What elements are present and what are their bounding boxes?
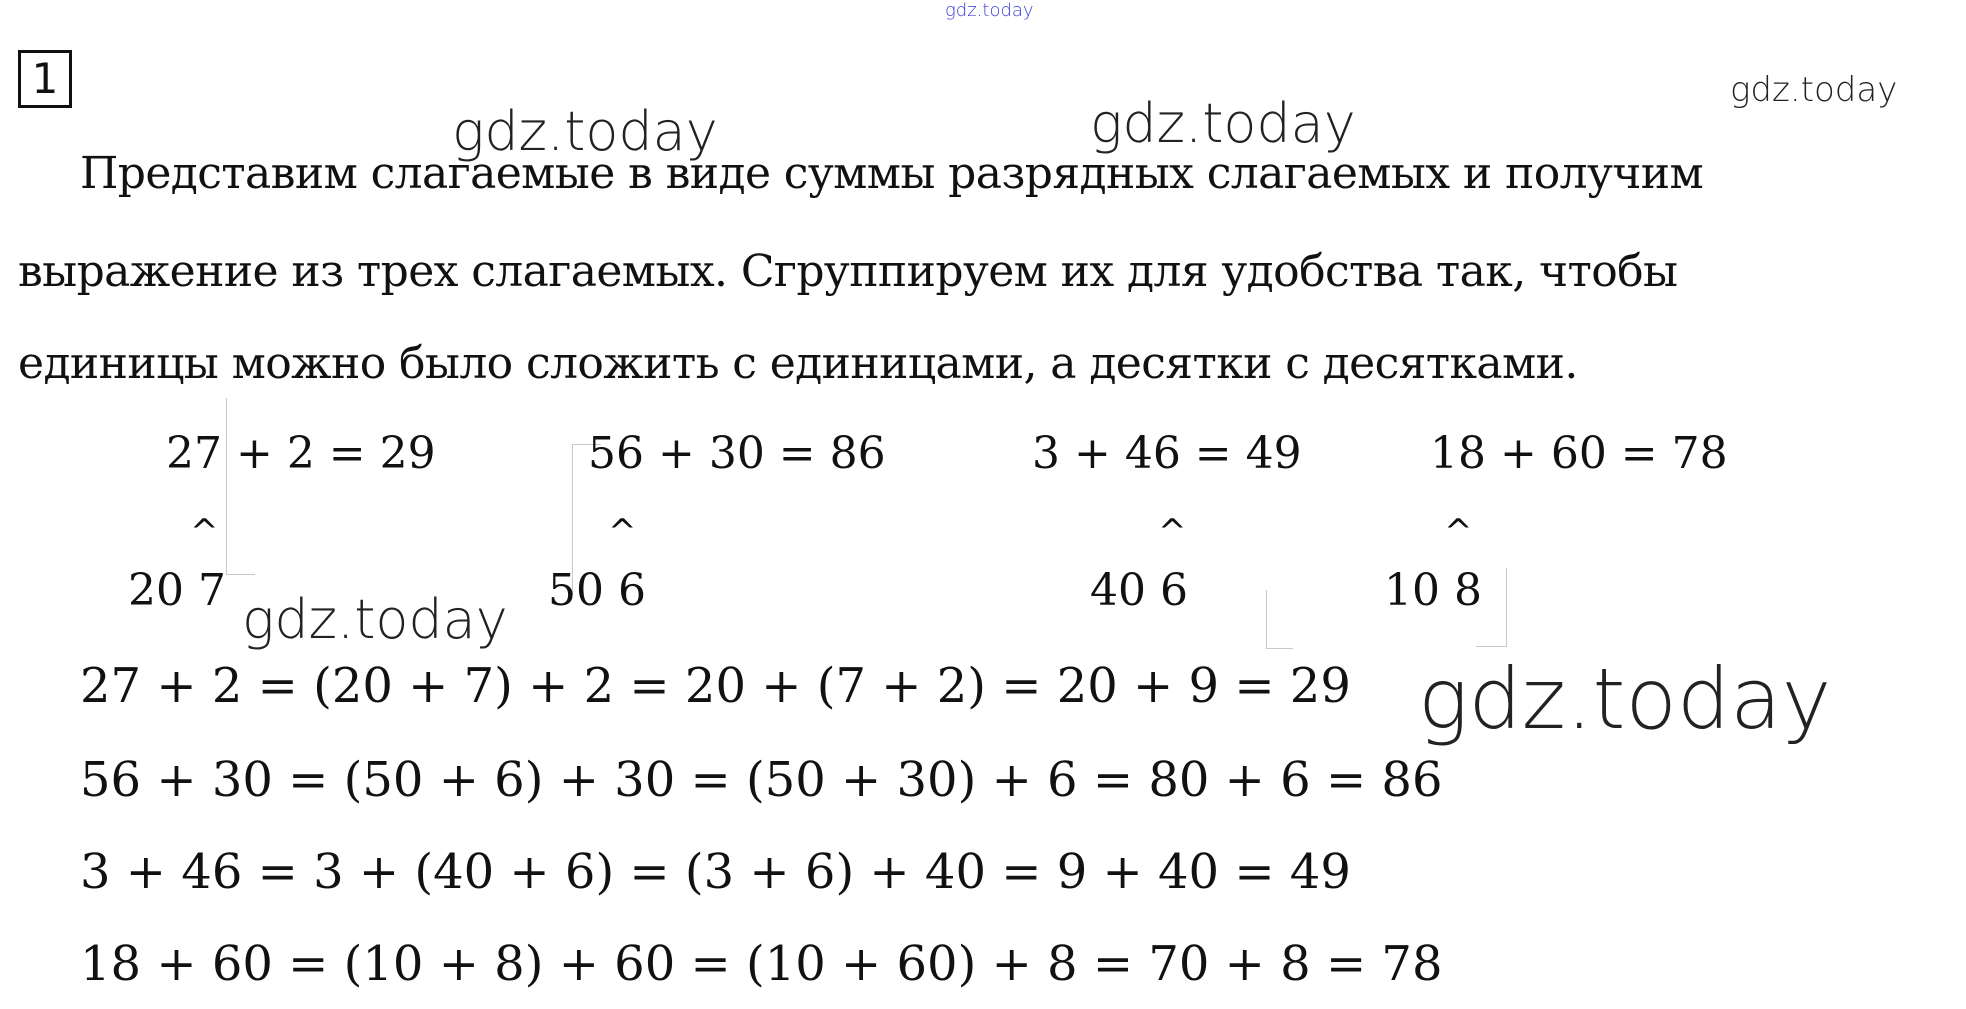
paragraph-line: выражение из трех слагаемых. Сгруппируем их для удобства так, чтобы: [18, 246, 1678, 297]
split-parts: 50 6: [548, 565, 646, 616]
watermark-top: gdz.today: [945, 0, 1034, 21]
faint-bracket: [1266, 590, 1293, 649]
example-expression: 3 + 46 = 49: [1032, 428, 1302, 479]
paragraph-line: единицы можно было сложить с единицами, а десятки с десятками.: [18, 338, 1578, 389]
split-parts: 40 6: [1090, 565, 1188, 616]
equation-line: 56 + 30 = (50 + 6) + 30 = (50 + 30) + 6 = 80 + 6 = 86: [80, 752, 1443, 808]
task-number: 1: [18, 50, 72, 108]
split-parts: 20 7: [128, 565, 226, 616]
example-expression: 56 + 30 = 86: [588, 428, 886, 479]
example-expression: 18 + 60 = 78: [1430, 428, 1728, 479]
equation-line: 3 + 46 = 3 + (40 + 6) = (3 + 6) + 40 = 9 + 40 = 49: [80, 844, 1351, 900]
split-parts: 10 8: [1384, 565, 1482, 616]
equation-line: 27 + 2 = (20 + 7) + 2 = 20 + (7 + 2) = 20 + 9 = 29: [80, 658, 1351, 714]
watermark: gdz.today: [452, 100, 718, 163]
equation-line: 18 + 60 = (10 + 8) + 60 = (10 + 60) + 8 = 70 + 8 = 78: [80, 936, 1443, 992]
faint-bracket: [226, 398, 255, 575]
split-caret: ^: [1444, 512, 1473, 552]
watermark: gdz.today: [1418, 650, 1832, 748]
watermark: gdz.today: [1090, 92, 1356, 155]
paragraph-line: Представим слагаемые в виде суммы разрядных слагаемых и получим: [80, 148, 1704, 199]
watermark: gdz.today: [1730, 70, 1898, 110]
split-caret: ^: [608, 512, 637, 552]
split-caret: ^: [190, 512, 219, 552]
example-expression: 27 + 2 = 29: [166, 428, 436, 479]
split-caret: ^: [1158, 512, 1187, 552]
watermark: gdz.today: [242, 588, 508, 651]
